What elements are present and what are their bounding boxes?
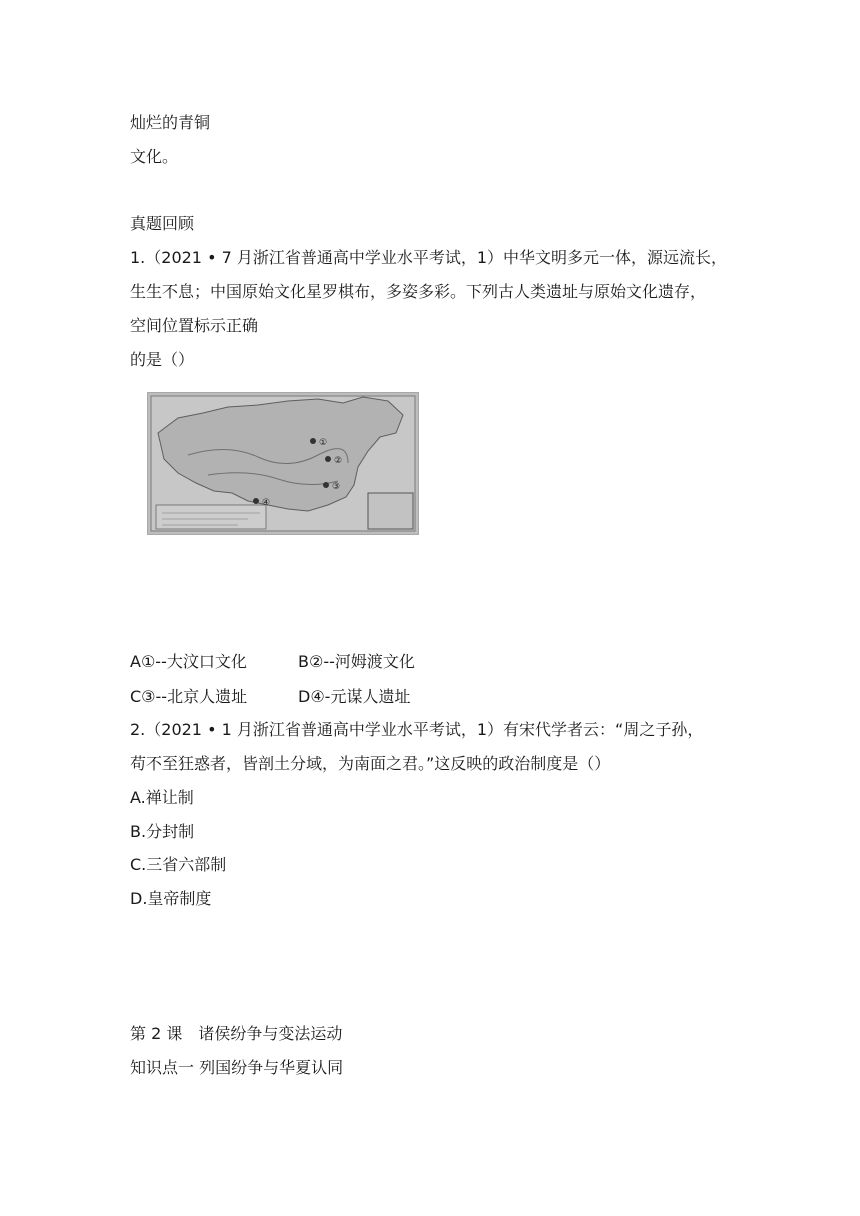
- map-dot-3: [323, 482, 329, 488]
- map-dot-2: [325, 456, 331, 462]
- q2-option-c: C.三省六部制: [130, 855, 227, 874]
- q1-line-4: 的是（）: [130, 350, 195, 369]
- map-marker-2: ②: [334, 456, 343, 466]
- q1-option-b: B②--河姆渡文化: [298, 652, 415, 671]
- map-marker-3: ③: [332, 482, 341, 492]
- q2-line-1: 2.（2021 • 1 月浙江省普通高中学业水平考试，1）有宋代学者云：“周之子孙，: [130, 720, 704, 739]
- q2-line-2: 苟不至狂惑者，皆剖土分域，为南面之君。”这反映的政治制度是（）: [130, 754, 611, 773]
- q1-line-2: 生生不息；中国原始文化星罗棋布，多姿多彩。下列古人类遗址与原始文化遗存，: [130, 282, 707, 301]
- map-drawing: [148, 393, 418, 534]
- q1-line-3: 空间位置标示正确: [130, 316, 259, 335]
- q2-option-d: D.皇帝制度: [130, 889, 212, 908]
- q1-option-d: D④-元谋人遗址: [298, 687, 411, 706]
- q2-option-b: B.分封制: [130, 822, 195, 841]
- section-heading: 真题回顾: [130, 214, 195, 233]
- knowledge-point-title: 知识点一 列国纷争与华夏认同: [130, 1058, 344, 1077]
- q1-line-1: 1.（2021 • 7 月浙江省普通高中学业水平考试，1）中华文明多元一体，源远流长，: [130, 248, 728, 267]
- map-marker-1: ①: [319, 438, 328, 448]
- china-map-image: [147, 392, 419, 535]
- lesson-title: 第 2 课 诸侯纷争与变法运动: [130, 1024, 343, 1043]
- q2-option-a: A.禅让制: [130, 788, 194, 807]
- intro-line-1: 灿烂的青铜: [130, 113, 211, 132]
- intro-line-2: 文化。: [130, 147, 179, 166]
- map-dot-4: [253, 498, 259, 504]
- map-dot-1: [310, 438, 316, 444]
- q1-option-a: A①--大汶口文化: [130, 652, 247, 671]
- q1-option-c: C③--北京人遗址: [130, 687, 248, 706]
- map-marker-4: ④: [262, 498, 271, 508]
